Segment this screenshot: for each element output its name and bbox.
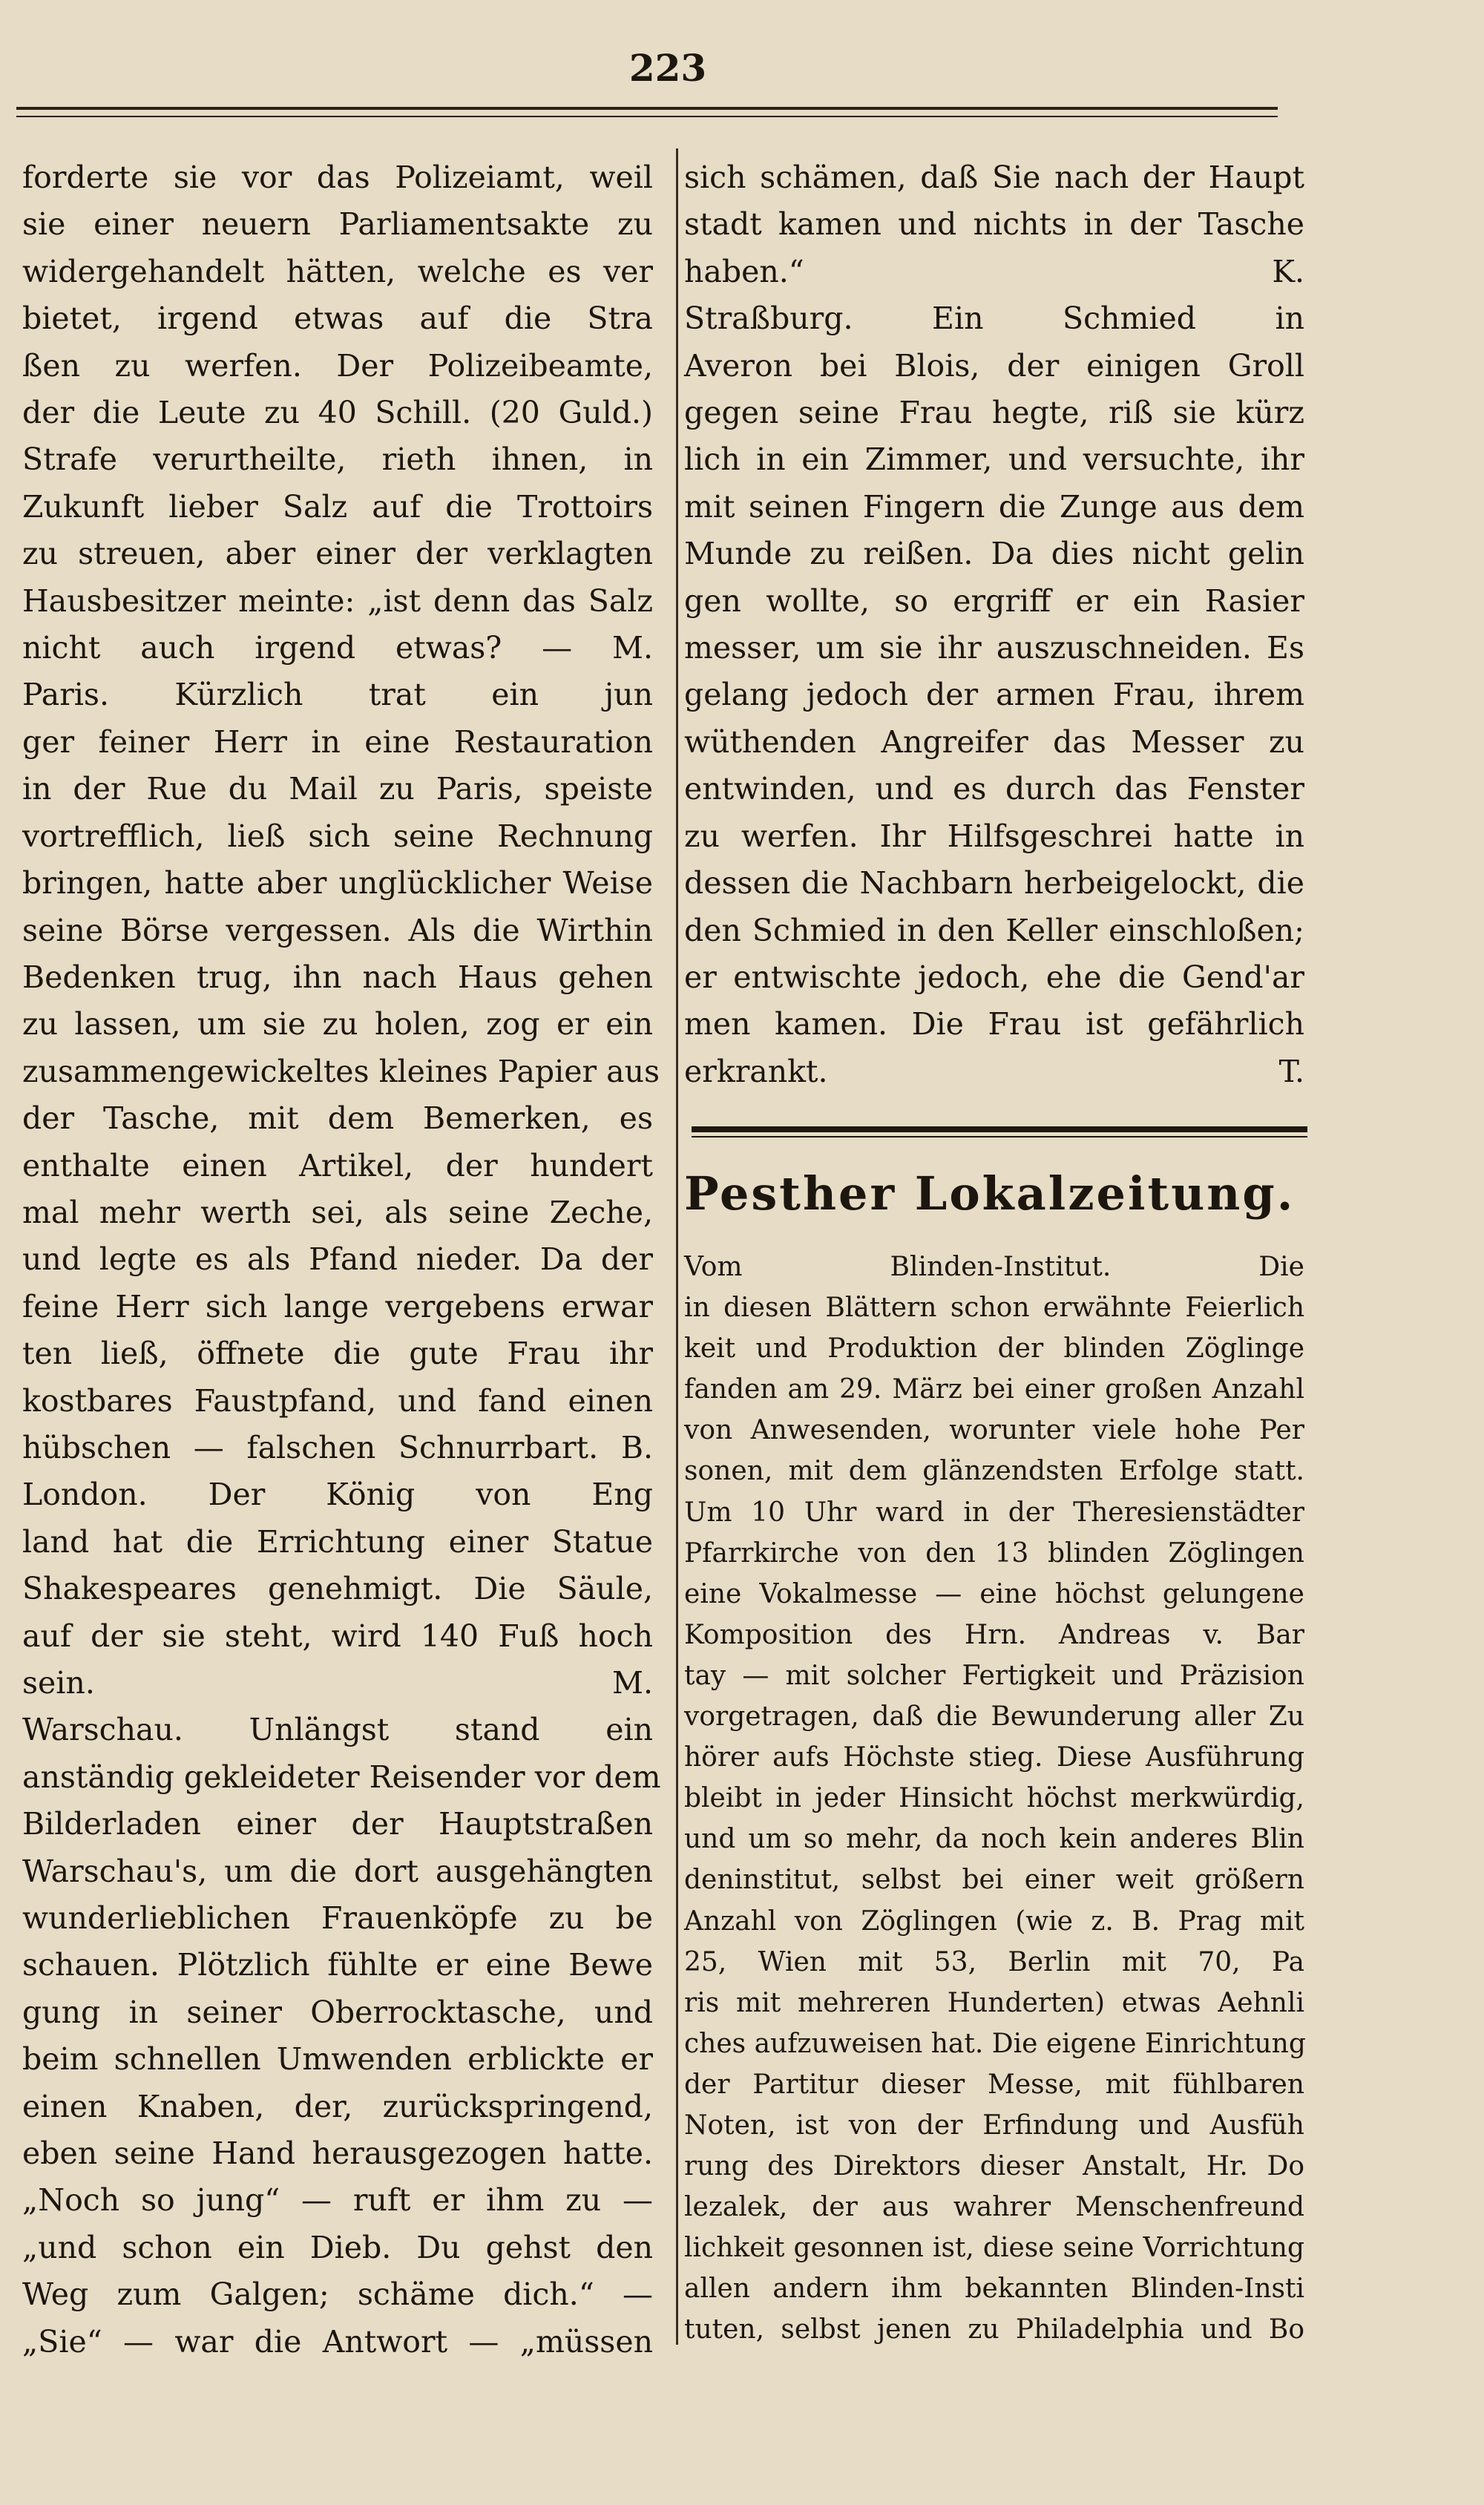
text-line: tuten, selbst jenen zu Philadelphia und Bo (684, 2314, 1304, 2345)
left-column (22, 154, 661, 2366)
text-line: Bedenken trug, ihn nach Haus gehen (22, 959, 653, 995)
text-line: der die Leute zu 40 Schill. (20 Guld.) (22, 395, 653, 431)
text-line: men kamen. Die Frau ist gefährlich (684, 1006, 1304, 1043)
text-line: Warschau's, um die dort ausgehängten (22, 1853, 653, 1889)
text-line: dessen die Nachbarn herbeigelockt, die (684, 865, 1304, 902)
text-line: lichkeit gesonnen ist, diese seine Vorrichtung (684, 2233, 1304, 2264)
text-line: gung in seiner Oberrocktasche, und (22, 1994, 653, 2030)
text-line: der Tasche, mit dem Bemerken, es (22, 1100, 653, 1137)
text-line: und legte es als Pfand nieder. Da der (22, 1241, 653, 1278)
text-line: Munde zu reißen. Da dies nicht gelin (684, 536, 1304, 572)
text-line: Strafe verurtheilte, rieth ihnen, in (22, 441, 653, 478)
text-line: von Anwesenden, worunter viele hohe Per (684, 1415, 1304, 1446)
text-line: tay — mit solcher Fertigkeit und Präzision (684, 1660, 1304, 1691)
text-line: sein. M. (22, 1665, 653, 1701)
text-line: Anzahl von Zöglingen (wie z. B. Prag mit (684, 1905, 1304, 1937)
text-line: anständig gekleideter Reisender vor dem (22, 1759, 661, 1795)
text-line: Straßburg. Ein Schmied in (684, 301, 1304, 337)
text-line: London. Der König von Eng (22, 1477, 653, 1513)
section-rule (692, 1126, 1307, 1132)
text-line: gelang jedoch der armen Frau, ihrem (684, 677, 1304, 713)
text-line: gen wollte, so ergriff er ein Rasier (684, 582, 1304, 619)
text-line: Um 10 Uhr ward in der Theresienstädter (684, 1497, 1304, 1528)
text-line: sonen, mit dem glänzendsten Erfolge statt. (684, 1456, 1304, 1487)
text-line: zu lassen, um sie zu holen, zog er ein (22, 1006, 653, 1043)
text-line: keit und Produktion der blinden Zöglinge (684, 1333, 1304, 1365)
text-line: zu werfen. Ihr Hilfsgeschrei hatte in (684, 818, 1304, 854)
text-line: und um so mehr, da noch kein anderes Blin (684, 1824, 1304, 1855)
text-line: wunderlieblichen Frauenköpfe zu be (22, 1900, 653, 1937)
text-line: Shakespeares genehmigt. Die Säule, (22, 1571, 653, 1607)
text-line: entwinden, und es durch das Fenster (684, 771, 1304, 807)
text-line: Averon bei Blois, der einigen Groll (684, 347, 1304, 384)
text-line: eben seine Hand herausgezogen hatte. (22, 2135, 653, 2172)
text-line: sie einer neuern Parliamentsakte zu (22, 206, 653, 243)
text-line: hübschen — falschen Schnurrbart. B. (22, 1429, 653, 1465)
column-divider (676, 148, 678, 2345)
text-line: beim schnellen Umwenden erblickte er (22, 2041, 653, 2078)
text-line: widergehandelt hätten, welche es ver (22, 253, 653, 289)
right-column-top (684, 154, 1304, 1095)
text-line: Paris. Kürzlich trat ein jun (22, 677, 653, 713)
text-line: Noten, ist von der Erfindung und Ausfüh (684, 2110, 1304, 2141)
text-line: auf der sie steht, wird 140 Fuß hoch (22, 1618, 653, 1654)
text-line: eine Vokalmesse — eine höchst gelungene (684, 1578, 1304, 1609)
text-line: zu streuen, aber einer der verklagten (22, 536, 653, 572)
text-line: forderte sie vor das Polizeiamt, weil (22, 160, 653, 195)
text-line: ger feiner Herr in eine Restauration (22, 723, 653, 760)
text-line: enthalte einen Artikel, der hundert (22, 1147, 653, 1183)
text-line: Vom Blinden-Institut. Die (684, 1252, 1304, 1282)
text-line: bleibt in jeder Hinsicht höchst merkwürdig, (684, 1783, 1304, 1814)
text-line: Bilderladen einer der Hauptstraßen (22, 1806, 653, 1842)
text-line: messer, um sie ihr auszuschneiden. Es (684, 630, 1304, 666)
text-line: in diesen Blättern schon erwähnte Feierlich (684, 1293, 1304, 1324)
text-line: stadt kamen und nichts in der Tasche (684, 206, 1304, 243)
text-line: zusammengewickeltes kleines Papier aus (22, 1053, 660, 1089)
text-line: er entwischte jedoch, ehe die Gend'ar (684, 959, 1304, 995)
section-rule-thin (692, 1136, 1307, 1137)
text-line: fanden am 29. März bei einer großen Anzahl (684, 1374, 1304, 1405)
text-line: ches aufzuweisen hat. Die eigene Einrichtung (684, 2028, 1306, 2059)
text-line: Zukunft lieber Salz auf die Trottoirs (22, 488, 653, 525)
text-line: haben.“ K. (684, 253, 1304, 289)
text-line: einen Knaben, der, zurückspringend, (22, 2088, 653, 2124)
text-line: Pfarrkirche von den 13 blinden Zöglingen (684, 1537, 1304, 1569)
header-rule (16, 107, 1278, 110)
text-line: ris mit mehreren Hunderten) etwas Aehnli (684, 1987, 1304, 2018)
section-title: Pesther Lokalzeitung. (684, 1166, 1296, 1221)
text-line: Weg zum Galgen; schäme dich.“ — (22, 2276, 653, 2313)
text-line: Hausbesitzer meinte: „ist denn das Salz (22, 582, 653, 619)
text-line: ten ließ, öffnete die gute Frau ihr (22, 1336, 653, 1372)
text-line: kostbares Faustpfand, und fand einen (22, 1382, 653, 1419)
text-line: wüthenden Angreifer das Messer zu (684, 723, 1304, 760)
text-line: sich schämen, daß Sie nach der Haupt (684, 160, 1304, 195)
text-line: ßen zu werfen. Der Polizeibeamte, (22, 347, 653, 384)
text-line: „Sie“ — war die Antwort — „müssen (22, 2323, 653, 2360)
text-line: rung des Direktors dieser Anstalt, Hr. Do (684, 2151, 1304, 2182)
text-line: feine Herr sich lange vergebens erwar (22, 1288, 653, 1324)
text-line: Warschau. Unlängst stand ein (22, 1712, 653, 1748)
text-line: hörer aufs Höchste stieg. Diese Ausführung (684, 1742, 1304, 1773)
text-line: mit seinen Fingern die Zunge aus dem (684, 488, 1304, 525)
page-number: 223 (628, 46, 707, 90)
text-line: vorgetragen, daß die Bewunderung aller Zu (684, 1701, 1304, 1733)
text-line: schauen. Plötzlich fühlte er eine Bewe (22, 1947, 653, 1983)
text-line: bietet, irgend etwas auf die Stra (22, 301, 653, 337)
text-line: bringen, hatte aber unglücklicher Weise (22, 865, 653, 902)
header-rule-thin (16, 116, 1278, 117)
text-line: nicht auch irgend etwas? — M. (22, 630, 653, 666)
text-line: „Noch so jung“ — ruft er ihm zu — (22, 2182, 653, 2219)
text-line: erkrankt. T. (684, 1053, 1304, 1089)
text-line: vortrefflich, ließ sich seine Rechnung (22, 818, 653, 854)
text-line: in der Rue du Mail zu Paris, speiste (22, 771, 653, 807)
text-line: deninstitut, selbst bei einer weit größern (684, 1865, 1304, 1896)
text-line: der Partitur dieser Messe, mit fühlbaren (684, 2069, 1304, 2100)
text-line: lezalek, der aus wahrer Menschenfreund (684, 2192, 1304, 2223)
text-line: 25, Wien mit 53, Berlin mit 70, Pa (684, 1946, 1304, 1977)
text-line: Komposition des Hrn. Andreas v. Bar (684, 1619, 1304, 1650)
text-line: mal mehr werth sei, als seine Zeche, (22, 1194, 653, 1230)
text-line: gegen seine Frau hegte, riß sie kürz (684, 395, 1304, 431)
text-line: allen andern ihm bekannten Blinden-Insti (684, 2273, 1304, 2305)
text-line: den Schmied in den Keller einschloßen; (684, 912, 1304, 948)
text-line: lich in ein Zimmer, und versuchte, ihr (684, 441, 1304, 478)
text-line: „und schon ein Dieb. Du gehst den (22, 2229, 653, 2265)
right-column-body (684, 1247, 1304, 2351)
text-line: land hat die Errichtung einer Statue (22, 1523, 653, 1560)
text-line: seine Börse vergessen. Als die Wirthin (22, 912, 653, 948)
